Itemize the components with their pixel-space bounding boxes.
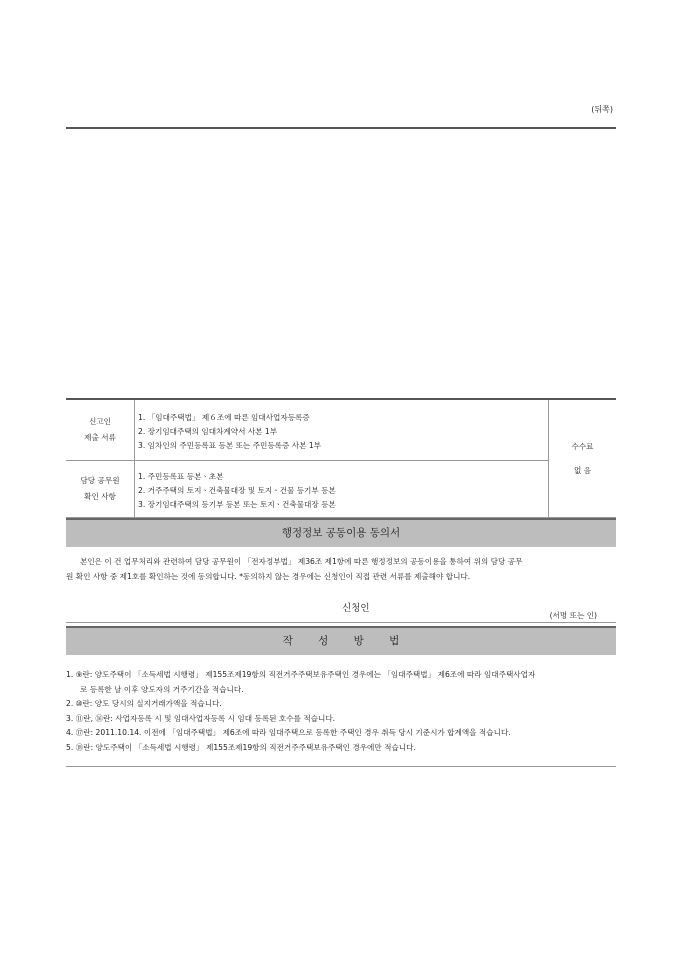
applicant-documents-list [135,399,549,461]
list-item: 1. 주민등록표 등본ㆍ초본 [138,472,224,481]
consent-title-bar: 행정정보 공동이용 동의서 [66,518,616,547]
list-item: 3. ⑪란, ⑯란: 사업자등록 시 및 임대사업자등록 시 임대 등록된 호수를 적습니다. [66,714,336,723]
fee-value: 없 음 [573,465,592,475]
top-divider [66,127,616,129]
fee-label: 수수료 [571,441,594,451]
documents-table [66,398,616,518]
list-item: 3. 임차인의 주민등록표 등본 또는 주민등록증 사본 1부 [138,441,322,450]
instructions-title-bar: 작 성 방 법 [66,626,616,655]
consent-text: 본인은 이 건 업무처리와 관련하여 담당 공무원이 「전자정부법」 제36조 제1항에 따른 행정정보의 공동이용을 통하여 위의 담당 공무 원 확인 사항 중 제1호를 확인하는 것에 동의합니다. *동의하지 않는 경우에는 신청인이 직접 관련 서류를 제출해야 합니다. [66,557,523,581]
official-check-label: 담당 공무원 확인 사항 [66,461,135,518]
list-item: 3. 장기임대주택의 등기부 등본 또는 토지ㆍ건축물대장 등본 [138,500,336,509]
list-item: 4. ⑰란: 2011.10.14. 이전에 「임대주택법」 제6조에 따라 임대주택으로 등록한 주택인 경우 취득 당시 기준시가 합계액을 적습니다. [66,728,511,737]
bottom-divider [66,766,616,767]
list-item: 2. ⑩란: 양도 당시의 실지거래가액을 적습니다. [66,699,222,708]
applicant-documents-label: 신고인 제출 서류 [66,399,135,461]
list-item: 로 등록한 날 이후 양도자의 거주기간을 적습니다. [80,685,244,694]
list-item: 1. 「임대주택법」 제６조에 따른 임대사업자등록증 [138,413,310,422]
back-side-label: (뒤쪽) [591,105,613,114]
consent-divider [66,622,616,623]
list-item: 5. ⑱란: 양도주택이 「소득세법 시행령」 제155조제19항의 직전거주주택보유주택인 경우에만 적습니다. [66,743,416,752]
list-item: 1. ⑨란: 양도주택이 「소득세법 시행령」 제155조제19항의 직전거주주택보유주택인 경우에는 「임대주택법」 제6조에 따라 임대주택사업자 [66,670,536,679]
applicant-label: 신청인 [342,603,370,614]
official-check-list [135,461,549,518]
list-item: 2. 거주주택의 토지ㆍ건축물대장 및 토지ㆍ건물 등기부 등본 [138,486,336,495]
fee-cell [549,399,617,518]
signature-label: (서명 또는 인) [549,611,597,620]
list-item: 2. 장기임대주택의 임대차계약서 사본 1부 [138,427,278,436]
